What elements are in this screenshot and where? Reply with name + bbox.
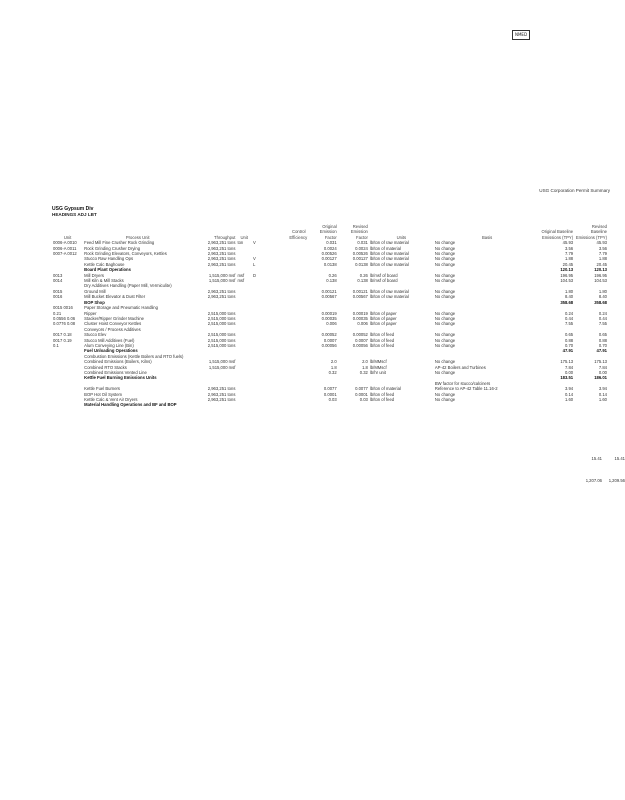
table-cell: 0.0001 (355, 391, 368, 397)
table-cell: 2,515,000 tons (207, 321, 236, 327)
table-cell: Stucco Elev (84, 332, 107, 338)
table-cell: 0015 (53, 288, 63, 294)
table-cell: 8.40 (564, 294, 574, 300)
table-cell: No change (434, 272, 456, 278)
table-cell: No change (434, 359, 456, 365)
table-cell: 45.93 (596, 240, 607, 246)
table-cell: No change (434, 288, 456, 294)
column-header (278, 224, 288, 240)
table-cell: lb/ton of feed (369, 332, 395, 338)
table-cell: 8.40 (598, 294, 607, 300)
table-cell (574, 402, 608, 407)
table-cell: 0.0024 (323, 245, 337, 251)
table-cell: 183.51 (560, 375, 574, 381)
table-cell: 196.95 (594, 272, 607, 278)
table-cell: 0.006 (357, 321, 368, 327)
table-cell: 0.00052 (352, 332, 368, 338)
column-header: Unit (63, 234, 72, 240)
table-cell: 3.94 (564, 386, 574, 392)
table-cell: 0.00035 (321, 315, 337, 321)
table-cell: Rock Grinding Crusher Drying (84, 245, 141, 251)
table-cell: No change (434, 240, 456, 246)
table-cell: 0.00035 (352, 315, 368, 321)
table-cell: 0.24 (564, 310, 574, 316)
table-cell (338, 402, 369, 407)
table-cell: 1.80 (598, 288, 607, 294)
table-cell: 1.88 (564, 256, 574, 262)
table-cell: 2,963,251 tons (207, 251, 236, 257)
table-cell: V (253, 240, 256, 246)
page-subtitle: HEADINGS ADJ LBT (52, 212, 97, 217)
table-row (52, 402, 608, 407)
table-cell: 0.00121 (352, 288, 368, 294)
column-header: Throughput (214, 234, 236, 240)
table-cell: Stucco Mill Additives (Fuel) (84, 337, 135, 343)
table-cell: lb/ton of paper (369, 321, 397, 327)
table-cell: No change (434, 256, 456, 262)
table-cell (252, 402, 265, 407)
table-cell: No change (434, 278, 456, 284)
table-cell: 0.00052 (321, 332, 337, 338)
table-cell: Fuel Unloading Operations (84, 348, 138, 354)
table-cell: 0.88 (598, 337, 607, 343)
table-cell: No change (434, 245, 456, 251)
table-cell: 0017 0.19 (53, 337, 72, 343)
emissions-table (52, 224, 608, 408)
table-cell: 0.0776 0.08 (53, 321, 76, 327)
table-cell: 7.84 (564, 364, 574, 370)
table-cell: Ground Mill (84, 288, 106, 294)
table-cell: 0.00567 (321, 294, 337, 300)
table-cell: ton (237, 240, 244, 246)
table-cell: BOP Shop (84, 299, 105, 305)
table-cell: 7.79 (598, 251, 607, 257)
table-cell: 2,515,000 tons (207, 342, 236, 348)
table-cell: 1.80 (564, 288, 574, 294)
table-cell: 0.0556 0.06 (53, 315, 76, 321)
table-cell (369, 402, 434, 407)
table-cell: 1.8 (362, 364, 368, 370)
table-cell (307, 402, 338, 407)
table-cell: lb/ton of raw material (369, 294, 409, 300)
table-cell: 0.24 (598, 310, 607, 316)
table-cell (265, 402, 278, 407)
table-cell: Kettle Calc Baghouse (84, 261, 125, 267)
table-cell: 0017 0.18 (53, 332, 72, 338)
table-cell: 20.45 (596, 261, 607, 267)
table-cell: 0.65 (598, 332, 607, 338)
table-cell: 186.01 (594, 375, 607, 381)
table-cell: lb/ton of paper (369, 310, 397, 316)
table-cell: 0.00 (598, 369, 607, 375)
table-cell: 2.0 (330, 359, 337, 365)
table-cell: Stucco Raw Handling Ops (84, 256, 134, 262)
table-cell: 0.03 (359, 397, 368, 402)
table-cell: No change (434, 342, 456, 348)
table-cell (434, 402, 541, 407)
table-cell: 0016 (53, 294, 63, 300)
table-cell: 1.8 (330, 364, 337, 370)
table-cell: Combustion Emissions (Kettle Boilers and RTO fuels) (84, 353, 184, 359)
table-cell: 120.13 (560, 267, 574, 273)
table-cell: 358.68 (560, 299, 574, 305)
table-cell: Mill Dryers (84, 272, 104, 278)
table-cell: lb/ton of feed (369, 342, 395, 348)
table-cell: Combined RTO Stacks (84, 364, 127, 370)
table-cell: 0.0001 (323, 391, 337, 397)
table-cell (278, 402, 288, 407)
table-cell: 0.00019 (352, 310, 368, 316)
column-header (252, 224, 265, 240)
table-cell: 175.13 (594, 359, 607, 365)
table-cell: lb/ton of raw material (369, 256, 409, 262)
table-cell: lb/msf of board (369, 278, 398, 284)
table-cell: 358.68 (594, 299, 607, 305)
table-cell: 0006-A 0011 (53, 245, 77, 251)
column-header: Control Efficiency (289, 229, 308, 240)
table-cell: 1,515,000 msf (208, 278, 236, 284)
table-cell: 0.031 (326, 240, 337, 246)
table-cell: Paper Storage and Pneumatic Handling (84, 305, 158, 311)
subtotal-original: 15.41 (591, 456, 602, 461)
table-cell: 0.70 (564, 342, 574, 348)
table-cell: 3.56 (564, 245, 574, 251)
table-cell: No change (434, 294, 456, 300)
table-cell: 0.21 (53, 310, 62, 316)
table-cell: lb/ton of material (369, 386, 401, 392)
column-header: Unit (240, 234, 248, 240)
table-cell: Mill Bucket Elevator & Dust Filter (84, 294, 146, 300)
table-cell: Alum Conveying Line (Bin) (84, 342, 134, 348)
table-cell: 7.55 (564, 321, 574, 327)
table-cell: lb/MMscf (369, 364, 387, 370)
column-header: Original Emission Factor (319, 224, 337, 240)
table-cell: lb/ton of raw material (369, 251, 409, 257)
table-cell (288, 402, 306, 407)
table-cell: msf (237, 278, 245, 284)
table-cell: 2,963,251 tons (207, 386, 236, 392)
table-cell: No change (434, 261, 456, 267)
table-cell: 0.32 (359, 369, 368, 375)
table-cell: lb/msf of board (369, 272, 398, 278)
table-cell: No change (434, 332, 456, 338)
page-title: USG Gypsum Div (52, 206, 94, 212)
table-cell: 0.03 (328, 397, 337, 402)
table-cell: No change (434, 321, 456, 327)
table-cell: V (253, 256, 256, 262)
table-cell: 1,515,000 msf (208, 359, 236, 365)
table-cell: BW factor for stucco/calciners (434, 380, 491, 386)
table-cell: No change (434, 397, 456, 402)
table-cell: 0015 0016 (53, 305, 73, 311)
table-cell: Kettle Fuel Burning Emissions Units (84, 375, 157, 381)
table-cell: lb/ton of material (369, 245, 401, 251)
table-cell: Kettle Fuel Burners (84, 386, 121, 392)
table-cell: 0014 (53, 278, 63, 284)
table-cell: Kettle Calc & Vent Air Dryers (84, 397, 138, 402)
table-cell: 2,963,251 tons (207, 288, 236, 294)
table-header-row (52, 224, 608, 240)
table-cell: 0006-A 0010 (53, 240, 77, 246)
table-cell (52, 402, 83, 407)
table-cell: 0.138 (326, 278, 337, 284)
table-cell: 0.031 (357, 240, 368, 246)
table-cell: D (253, 272, 257, 278)
table-cell: Rock Grinding Elevators, Conveyors, Kettles (84, 251, 167, 257)
table-cell: No change (434, 337, 456, 343)
table-cell: 2,963,251 tons (207, 256, 236, 262)
subtotal-revised: 15.41 (614, 456, 625, 461)
table-cell: 0.1 (53, 342, 59, 348)
table-cell: 47.91 (596, 348, 607, 354)
table-cell: 0.006 (326, 321, 337, 327)
table-cell: 0.0138 (355, 261, 368, 267)
grand-total-revised: 1,209.56 (608, 478, 625, 483)
table-cell: No change (434, 251, 456, 257)
table-cell: Ripper (84, 310, 97, 316)
table-cell: 0.44 (598, 315, 607, 321)
table-cell: 0.00121 (321, 288, 337, 294)
table-cell: 2,963,251 tons (207, 240, 236, 246)
table-cell: 0.00 (564, 369, 574, 375)
table-cell: lb/ton of raw material (369, 240, 409, 246)
grand-total-original: 1,207.06 (585, 478, 602, 483)
table-cell: 45.93 (562, 240, 574, 246)
table-cell: No change (434, 369, 456, 375)
column-header (265, 224, 278, 240)
table-cell: 2.0 (362, 359, 368, 365)
table-cell: lb/ton of feed (369, 391, 395, 397)
table-cell: 2,515,000 tons (207, 310, 236, 316)
table-cell: 2,515,000 tons (207, 332, 236, 338)
table-cell: 1.60 (564, 397, 574, 402)
table-cell: Mill Kiln & Mill Stacks (84, 278, 124, 284)
agency-logo: NMED (512, 30, 530, 40)
table-cell: 0.00056 (352, 342, 368, 348)
table-cell: Combined Emissions (Boilers, Kilns) (84, 359, 152, 365)
table-cell: 1.88 (598, 256, 607, 262)
report-caption: USG Corporation Permit Summary (539, 188, 610, 193)
table-cell (192, 402, 236, 407)
table-cell: lb/hr unit (369, 369, 386, 375)
table-cell: No change (434, 310, 456, 316)
table-cell: 0.0138 (323, 261, 337, 267)
table-cell: 3.56 (598, 245, 607, 251)
table-cell: 0.0077 (323, 386, 337, 392)
table-cell: Board Plant Operations (84, 267, 131, 273)
table-cell: Conveyors / Process Additives (84, 326, 141, 332)
table-cell (540, 402, 574, 407)
column-header: Revised Baseline Emissions (TPY) (575, 224, 607, 240)
table-cell: 0.44 (564, 315, 574, 321)
table-cell: lb/MMscf (369, 359, 387, 365)
table-cell: Material Handling Operations and BF and BOP (84, 402, 177, 408)
table-body (52, 240, 608, 408)
column-header: Revised Emission Factor (350, 224, 368, 240)
column-header: Process Unit (125, 234, 150, 240)
table-cell: 0007-A 0012 (53, 251, 77, 257)
table-cell: 0.00127 (352, 256, 368, 262)
table-cell: 0.00019 (321, 310, 337, 316)
table-cell: 0.00567 (352, 294, 368, 300)
table-cell: Feed Mill Fine Crusher Rock Grinding (84, 240, 155, 246)
table-cell: msf (237, 272, 245, 278)
table-cell: 0.0007 (355, 337, 368, 343)
table-cell: lb/ton of raw material (369, 288, 409, 294)
table-cell: lb/ton of raw material (369, 261, 409, 267)
table-cell: lb/ton of feed (369, 397, 395, 402)
table-cell: 2,963,251 tons (207, 261, 236, 267)
table-cell: 0013 (53, 272, 63, 278)
table-cell: 2,963,251 tons (207, 391, 236, 397)
table-cell: 0.26 (359, 272, 368, 278)
column-header: Units (396, 234, 407, 240)
table-cell: No change (434, 391, 456, 397)
table-cell: No change (434, 315, 456, 321)
table-cell: 2,963,251 tons (207, 245, 236, 251)
table-cell: 0.65 (564, 332, 574, 338)
table-cell: 196.95 (560, 272, 574, 278)
table-cell: 2,963,251 tons (207, 397, 236, 402)
table-cell: 120.13 (594, 267, 607, 273)
table-cell: 0.88 (564, 337, 574, 343)
table-cell: 0.14 (564, 391, 574, 397)
table-cell: Combined Emissions Vented Line (84, 369, 147, 375)
table-cell: Reference to AP-42 Table 11.16-2 (434, 386, 498, 392)
table-cell: 0.00127 (321, 256, 337, 262)
table-cell: 104.53 (594, 278, 607, 284)
table-cell: 0.14 (598, 391, 607, 397)
table-cell: Cluster Hoist Conveyor Kettles (84, 321, 142, 327)
table-cell: 20.45 (562, 261, 574, 267)
table-cell: 47.91 (562, 348, 574, 354)
table-cell: 0.00526 (321, 251, 337, 257)
table-cell: 2,515,000 tons (207, 337, 236, 343)
table-cell: lb/ton of feed (369, 337, 395, 343)
table-cell: L (253, 261, 256, 267)
table-cell: 2,515,000 tons (207, 315, 236, 321)
table-cell: 0.0077 (355, 386, 368, 392)
table-cell: 104.53 (560, 278, 574, 284)
table-cell: 1,515,000 msf (208, 272, 236, 278)
table-cell: 0.70 (598, 342, 607, 348)
table-cell: 1,515,000 msf (208, 364, 236, 370)
table-cell: 0.0007 (323, 337, 337, 343)
table-cell: 0.00526 (352, 251, 368, 257)
table-cell: 7.84 (598, 364, 607, 370)
column-header: Original Baseline Emissions (TPY) (541, 229, 574, 240)
table-cell: 175.13 (560, 359, 574, 365)
table-cell: 7.55 (598, 321, 607, 327)
table-cell: 7.79 (564, 251, 574, 257)
table-cell: Dry Additives Handling (Paper Mill, Vermiculite) (84, 283, 172, 289)
emissions-table-container (52, 224, 608, 408)
table-cell: 0.00056 (321, 342, 337, 348)
table-cell (236, 402, 252, 407)
column-header: Basis (481, 234, 493, 240)
table-cell: AP-42 Boilers and Turbines (434, 364, 486, 370)
table-cell: Stacker/Ripper Grinder Machine (84, 315, 144, 321)
table-cell: 0.32 (328, 369, 337, 375)
table-cell: 3.94 (598, 386, 607, 392)
table-cell: 1.60 (598, 397, 607, 402)
table-cell: 0.138 (357, 278, 368, 284)
table-cell: 0.26 (328, 272, 337, 278)
table-cell: lb/ton of paper (369, 315, 397, 321)
table-cell: BOP Hot Oil System (84, 391, 123, 397)
table-cell: 2,963,251 tons (207, 294, 236, 300)
table-cell: 0.0024 (355, 245, 368, 251)
